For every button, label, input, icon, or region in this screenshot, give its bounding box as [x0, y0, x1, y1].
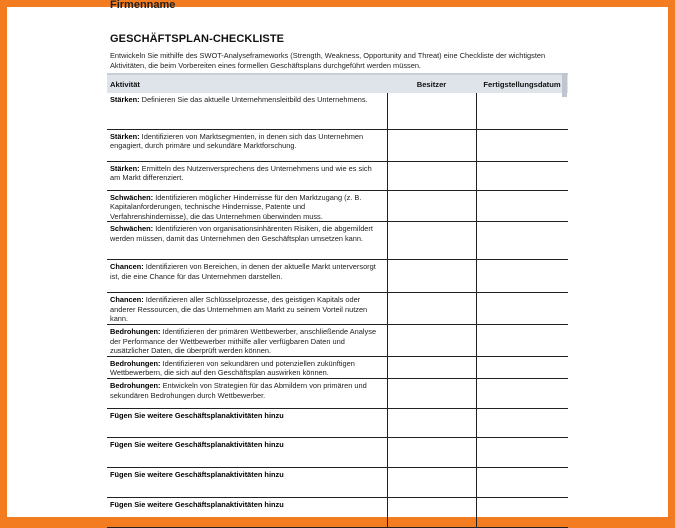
add-activity-cell[interactable]: Fügen Sie weitere Geschäftsplanaktivitäten hinzu: [107, 498, 387, 528]
company-name: Firmenname: [110, 0, 176, 11]
activity-cell: [107, 93, 387, 129]
owner-cell[interactable]: [387, 468, 476, 498]
owner-cell[interactable]: [387, 222, 476, 260]
header-shadow: [562, 73, 567, 97]
activity-text: Ermitteln des Nutzenversprechens des Unternehmens und wie es sich am Markt differenziert.: [110, 163, 372, 183]
activity-text: Identifizieren von Bereichen, in denen der aktuelle Markt unterversorgt ist, die eine Chance für das Unternehmen darstellen.: [110, 262, 376, 281]
category-label: Schwächen:: [110, 224, 154, 234]
owner-cell[interactable]: [387, 190, 476, 222]
due-date-cell[interactable]: [476, 93, 568, 129]
activity-text: Entwickeln von Strategien für das Abmildern von primären und sekundären Bedrohungen durch Wettbewerber.: [110, 381, 367, 400]
table-row: [107, 438, 568, 468]
category-label: Stärken:: [110, 95, 140, 104]
category-label: Chancen:: [110, 262, 144, 272]
add-activity-cell[interactable]: Fügen Sie weitere Geschäftsplanaktivitäten hinzu: [107, 468, 387, 498]
document-page: [7, 0, 668, 517]
category-label: Schwächen:: [110, 192, 154, 202]
category-label: Bedrohungen:: [110, 327, 161, 337]
due-date-cell[interactable]: [476, 260, 568, 293]
due-date-cell[interactable]: [476, 325, 568, 357]
table-header-row: [107, 74, 568, 93]
due-date-cell[interactable]: [476, 438, 568, 468]
activity-text: Identifizieren von organisationsinhärenten Risiken, die abgemildert werden müssen, damit das Unternehmen den Geschäftsplan umsetzen kann.: [110, 224, 373, 243]
activity-cell: [107, 129, 387, 161]
activity-cell: [107, 293, 387, 325]
activity-cell: [107, 379, 387, 409]
activity-cell: [107, 325, 387, 357]
owner-cell[interactable]: [387, 379, 476, 409]
due-date-cell[interactable]: [476, 468, 568, 498]
due-date-cell[interactable]: [476, 409, 568, 438]
table-row: [107, 161, 568, 190]
due-date-cell[interactable]: [476, 379, 568, 409]
activity-cell: [107, 260, 387, 293]
category-label: Chancen:: [110, 295, 144, 305]
table-row: [107, 260, 568, 293]
category-label: Bedrohungen:: [110, 358, 161, 368]
owner-cell[interactable]: [387, 129, 476, 161]
due-date-cell[interactable]: [476, 356, 568, 378]
table-row: [107, 93, 568, 129]
page-title: GESCHÄFTSPLAN-CHECKLISTE: [110, 33, 285, 45]
owner-cell[interactable]: [387, 356, 476, 378]
header-owner: Besitzer: [387, 74, 476, 93]
due-date-cell[interactable]: [476, 293, 568, 325]
activity-cell: [107, 161, 387, 190]
owner-cell[interactable]: [387, 438, 476, 468]
owner-cell[interactable]: [387, 93, 476, 129]
activity-text: Identifizieren aller Schlüsselprozesse, des geistigen Kapitals oder anderer Ressourcen, die das Unternehmen am Markt zu seinem Vorteil nutzen kann.: [110, 295, 368, 324]
table-row: [107, 356, 568, 378]
due-date-cell[interactable]: [476, 161, 568, 190]
category-label: Stärken:: [110, 163, 140, 173]
activity-cell: [107, 190, 387, 222]
activity-cell: [107, 222, 387, 260]
activity-cell: [107, 356, 387, 378]
table-row: [107, 129, 568, 161]
table-row: [107, 409, 568, 438]
add-activity-cell[interactable]: Fügen Sie weitere Geschäftsplanaktivitäten hinzu: [107, 438, 387, 468]
table-row: [107, 379, 568, 409]
table-row: [107, 498, 568, 528]
due-date-cell[interactable]: [476, 498, 568, 528]
owner-cell[interactable]: [387, 409, 476, 438]
owner-cell[interactable]: [387, 161, 476, 190]
category-label: Bedrohungen:: [110, 381, 161, 391]
owner-cell[interactable]: [387, 293, 476, 325]
activity-text: Identifizieren von sekundären und potenziellen zukünftigen Wettbewerbern, die sich auf den Geschäftsplan auswirken können.: [110, 358, 355, 378]
activity-text: Identifizieren möglicher Hindernisse für den Marktzugang (z. B. Kapitalanforderungen, technische Hindernisse, Patente und Verfahrenshindernisse), die das Unternehmen überwinden muss.: [110, 192, 362, 221]
table-row: [107, 293, 568, 325]
owner-cell[interactable]: [387, 325, 476, 357]
table-row: [107, 222, 568, 260]
activity-text: Definieren Sie das aktuelle Unternehmensleitbild des Unternehmens.: [141, 95, 368, 104]
table-row: [107, 325, 568, 357]
activity-text: Identifizieren von Marktsegmenten, in denen sich das Unternehmen engagiert, durch primäre und sekundäre Marktforschung.: [110, 131, 364, 151]
activity-text: Identifizieren der primären Wettbewerber, anschließende Analyse der Performance der Wettbewerber mithilfe aller verfügbaren Daten und zusätzlicher Daten, die überprüft werden können.: [110, 327, 377, 356]
add-activity-cell[interactable]: Fügen Sie weitere Geschäftsplanaktivitäten hinzu: [107, 409, 387, 438]
due-date-cell[interactable]: [476, 190, 568, 222]
table-row: [107, 190, 568, 222]
due-date-cell[interactable]: [476, 222, 568, 260]
header-due-date: Fertigstellungsdatum: [476, 74, 568, 93]
category-label: Stärken:: [110, 131, 140, 141]
due-date-cell[interactable]: [476, 129, 568, 161]
intro-text: Entwickeln Sie mithilfe des SWOT-Analyseframeworks (Strength, Weakness, Opportunity and Threat) eine Checkliste der wichtigsten Aktivitäten, die beim Vorbereiten eines formellen Geschäftsplans durchgeführt werden müssen.: [110, 51, 546, 70]
table-row: [107, 468, 568, 498]
owner-cell[interactable]: [387, 498, 476, 528]
owner-cell[interactable]: [387, 260, 476, 293]
header-activity: Aktivität: [107, 74, 387, 93]
checklist-table: [107, 73, 568, 528]
